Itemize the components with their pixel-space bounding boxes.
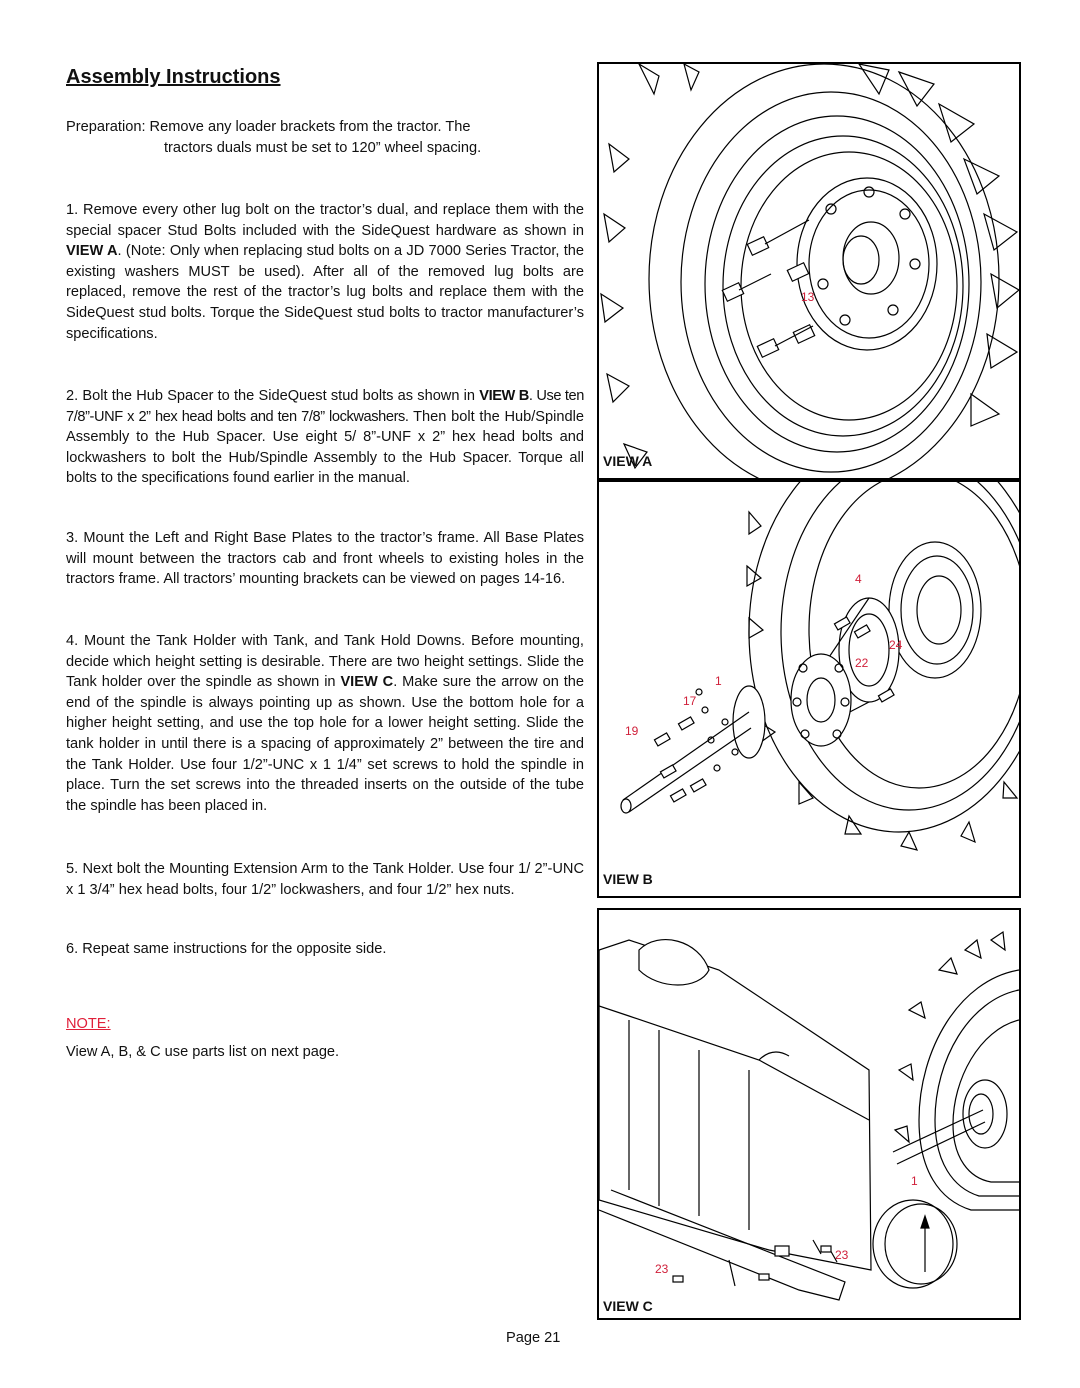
callout-1-view-c: 1 — [911, 1174, 918, 1188]
prep-line-1: Preparation: Remove any loader brackets from the tractor. The — [66, 119, 471, 135]
view-b-label: VIEW B — [603, 871, 653, 887]
note-label: NOTE: — [66, 1016, 111, 1032]
step-2-text-b: . Use ten 7/8”-UNF x 2” hex head bolts and ten 7/8” lockwashers. — [66, 388, 584, 425]
view-a-reference: VIEW A — [66, 243, 118, 260]
note-text: View A, B, & C use parts list on next page. — [66, 1044, 340, 1060]
view-c-panel — [597, 908, 1021, 1320]
prep-line-2: tractors duals must be set to 120” wheel spacing. — [164, 139, 482, 156]
callout-1: 1 — [715, 674, 722, 688]
callout-22: 22 — [855, 656, 869, 670]
page-title: Assembly Instructions — [66, 66, 281, 88]
step-2-paragraph — [66, 386, 584, 489]
step-2-text-c: Then bolt the Hub/Spindle Assembly to the Hub Spacer. Use eight 5/ 8”-UNF x 2” hex head bolts and lockwashers to bolt the Hub/Spindle Assembly to the Hub Spacer. Torque all bolts to the specifications found earlier in the manual. — [66, 408, 584, 487]
step-4-paragraph — [66, 631, 584, 816]
callout-17: 17 — [683, 694, 697, 708]
callout-13: 13 — [801, 290, 815, 304]
callout-23-right: 23 — [835, 1248, 849, 1262]
view-c-label: VIEW C — [603, 1298, 653, 1314]
view-b-drawing — [599, 482, 1019, 896]
callout-4: 4 — [855, 572, 862, 586]
step-2-text-a: 2. Bolt the Hub Spacer to the SideQuest stud bolts as shown in — [66, 388, 480, 404]
view-c-drawing — [599, 910, 1019, 1318]
step-4-text-b: . Make sure the arrow on the end of the spindle is always pointing up as shown. Use the bottom hole for a higher height setting, and use the top hole for a lower height setting. Slide the tank holder in until there is a spacing of approximately 2” between the tire and the Tank Holder. Use four 1/2”-UNC x 1 1/4” set screws to hold the spindle in place. Turn the set screws into the threaded inserts on the outside of the tube the spindle has been placed in. — [66, 674, 584, 814]
view-a-label: VIEW A — [603, 453, 653, 469]
step-1-paragraph — [66, 200, 584, 344]
page-number: Page 21 — [506, 1330, 561, 1346]
step-1-text-a: 1. Remove every other lug bolt on the tractor’s dual, and replace them with the special spacer Stud Bolts included with the SideQuest hardware as shown in — [66, 202, 584, 239]
callout-24: 24 — [889, 638, 903, 652]
callout-19: 19 — [625, 724, 639, 738]
step-5-paragraph: 5. Next bolt the Mounting Extension Arm to the Tank Holder. Use four 1/ 2”-UNC x 1 3/4” hex head bolts, four 1/2” lockwashers, and four 1/2” hex nuts. — [66, 861, 584, 898]
step-6-paragraph: 6. Repeat same instructions for the opposite side. — [66, 941, 387, 957]
view-b-panel — [597, 480, 1021, 898]
step-4-text-a: 4. Mount the Tank Holder with Tank, and Tank Hold Downs. Before mounting, decide which height setting is desirable. There are two height settings. Slide the Tank holder over the spindle as shown in — [66, 633, 584, 691]
view-c-reference: VIEW C — [340, 674, 394, 691]
view-a-panel — [597, 62, 1021, 480]
view-a-drawing — [599, 64, 1019, 478]
preparation-paragraph — [66, 117, 584, 158]
view-b-reference: VIEW B — [479, 388, 529, 404]
step-3-paragraph: 3. Mount the Left and Right Base Plates to the tractor’s frame. All Base Plates will mount between the tractors cab and front wheels to existing holes in the tractors frame. All tractors’ mounting brackets can be viewed on pages 14-16. — [66, 530, 584, 588]
callout-23-left: 23 — [655, 1262, 669, 1276]
step-1-text-b: . (Note: Only when replacing stud bolts on a JD 7000 Series Tractor, the existing washers MUST be used). After all of the removed lug bolts are replaced, remove the rest of the tractor’s lug bolts and replace them with the SideQuest stud bolts. Torque the SideQuest stud bolts to tractor manufacturer’s specifications. — [66, 243, 584, 342]
